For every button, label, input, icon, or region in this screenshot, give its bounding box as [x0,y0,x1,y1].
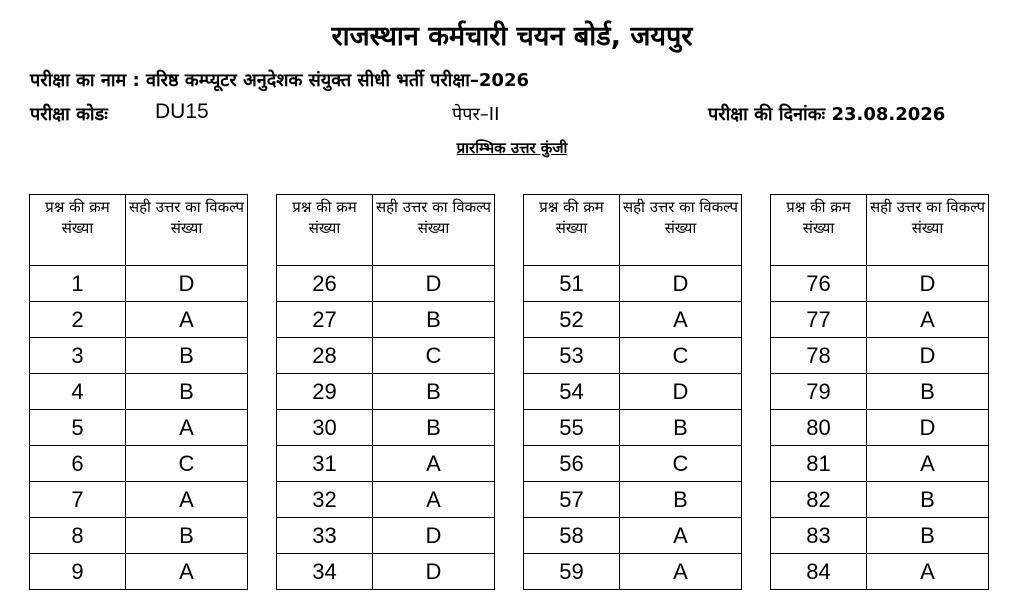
answer-key-table-3 [523,194,742,590]
correct-option: A [620,302,742,338]
question-number: 56 [524,446,620,482]
correct-option: D [620,266,742,302]
table-row [277,410,495,446]
correct-option: D [126,266,248,302]
key-subtitle [0,138,1024,158]
table-row [524,446,742,482]
table-row [30,338,248,374]
question-number-header: प्रश्न की क्रम संख्या [277,195,373,266]
correct-option: A [867,446,989,482]
question-number: 30 [277,410,373,446]
question-number: 79 [771,374,867,410]
table-row [30,446,248,482]
question-number: 57 [524,482,620,518]
table-row [771,518,989,554]
correct-option: D [620,374,742,410]
correct-option: A [373,482,495,518]
question-number: 76 [771,266,867,302]
question-number: 78 [771,338,867,374]
correct-option: A [126,302,248,338]
paper-label: पेपर–II [452,104,500,125]
table-row [277,482,495,518]
exam-code-label: परीक्षा कोडः [30,104,108,125]
correct-option: D [867,266,989,302]
correct-option: D [373,518,495,554]
question-number: 81 [771,446,867,482]
table-row [277,302,495,338]
exam-code: DU15 [155,100,209,123]
question-number: 84 [771,554,867,590]
question-number: 9 [30,554,126,590]
question-number-header: प्रश्न की क्रम संख्या [30,195,126,266]
question-number-header: प्रश्न की क्रम संख्या [771,195,867,266]
table-row [771,410,989,446]
question-number: 6 [30,446,126,482]
correct-option-header: सही उत्तर का विकल्प संख्या [373,195,495,266]
table-row [277,518,495,554]
correct-option: C [126,446,248,482]
table-row [771,554,989,590]
table-row [771,338,989,374]
correct-option: A [620,554,742,590]
correct-option-header: सही उत्तर का विकल्प संख्या [620,195,742,266]
table-row [771,266,989,302]
correct-option: A [126,554,248,590]
answer-key-table-2 [276,194,495,590]
table-row [524,302,742,338]
question-number: 27 [277,302,373,338]
correct-option: B [126,374,248,410]
correct-option: A [373,446,495,482]
table-row [30,302,248,338]
table-row [30,554,248,590]
question-number: 55 [524,410,620,446]
table-row [277,266,495,302]
table-row [277,374,495,410]
question-number: 83 [771,518,867,554]
exam-date-label: परीक्षा की दिनांकः [708,104,826,125]
correct-option: B [126,338,248,374]
question-number: 32 [277,482,373,518]
question-number: 51 [524,266,620,302]
answer-key-table-1 [29,194,248,590]
table-row [771,446,989,482]
table-row [771,482,989,518]
correct-option-header: सही उत्तर का विकल्प संख्या [867,195,989,266]
question-number: 3 [30,338,126,374]
question-number: 4 [30,374,126,410]
question-number: 80 [771,410,867,446]
table-row [30,266,248,302]
table-row [30,482,248,518]
table-row [30,410,248,446]
question-number: 26 [277,266,373,302]
table-row [524,266,742,302]
question-number: 53 [524,338,620,374]
table-row [30,374,248,410]
table-row [771,374,989,410]
question-number: 1 [30,266,126,302]
question-number: 31 [277,446,373,482]
correct-option: D [867,338,989,374]
exam-date-value: 23.08.2026 [831,104,946,125]
table-row [277,338,495,374]
question-number: 82 [771,482,867,518]
question-number: 8 [30,518,126,554]
table-row [524,338,742,374]
question-number: 52 [524,302,620,338]
correct-option: A [620,518,742,554]
question-number: 28 [277,338,373,374]
question-number-header: प्रश्न की क्रम संख्या [524,195,620,266]
table-row [524,410,742,446]
board-title: राजस्थान कर्मचारी चयन बोर्ड, जयपुर [331,21,693,52]
correct-option: B [867,482,989,518]
correct-option: B [620,410,742,446]
correct-option: D [373,554,495,590]
correct-option: A [126,482,248,518]
correct-option: B [126,518,248,554]
correct-option: A [867,302,989,338]
question-number: 34 [277,554,373,590]
correct-option: C [373,338,495,374]
question-number: 77 [771,302,867,338]
table-row [771,302,989,338]
answer-key-table-4 [770,194,989,590]
table-row [524,374,742,410]
table-row [277,554,495,590]
correct-option: B [867,518,989,554]
question-number: 5 [30,410,126,446]
correct-option: D [373,266,495,302]
question-number: 33 [277,518,373,554]
table-row [30,518,248,554]
correct-option: C [620,338,742,374]
correct-option: D [867,410,989,446]
correct-option: B [867,374,989,410]
correct-option: A [126,410,248,446]
exam-name: परीक्षा का नाम : वरिष्ठ कम्प्यूटर अनुदेशक संयुक्त सीधी भर्ती परीक्षा–2026 [30,70,530,91]
correct-option: C [620,446,742,482]
question-number: 7 [30,482,126,518]
correct-option: B [373,410,495,446]
exam-date [708,102,945,126]
correct-option: B [373,302,495,338]
question-number: 2 [30,302,126,338]
key-subtitle-text: प्रारम्भिक उत्तर कुंजी [456,139,568,157]
question-number: 29 [277,374,373,410]
correct-option: A [867,554,989,590]
correct-option-header: सही उत्तर का विकल्प संख्या [126,195,248,266]
table-row [524,554,742,590]
table-row [524,482,742,518]
correct-option: B [620,482,742,518]
question-number: 54 [524,374,620,410]
table-row [277,446,495,482]
question-number: 59 [524,554,620,590]
correct-option: B [373,374,495,410]
question-number: 58 [524,518,620,554]
table-row [524,518,742,554]
